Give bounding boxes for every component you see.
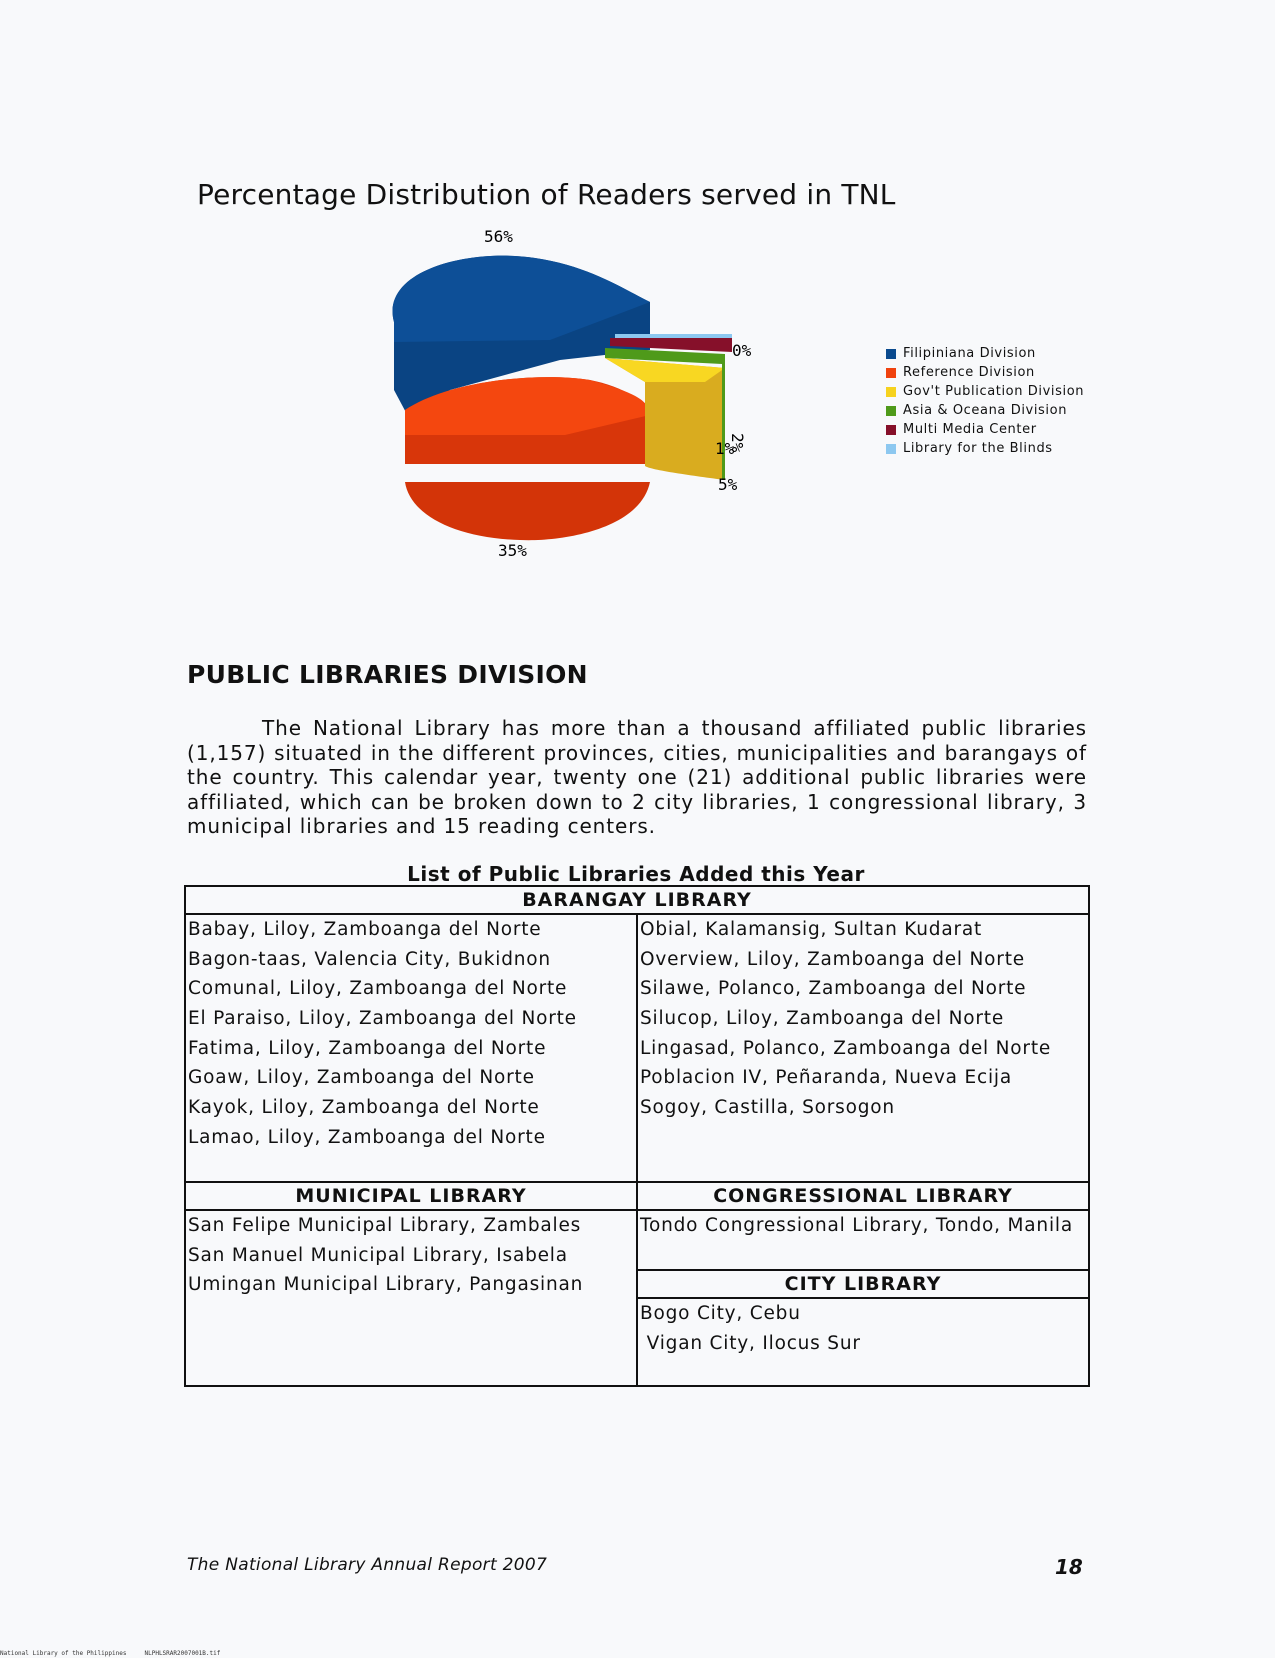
page-number: 18 [1055,1555,1083,1579]
legend-item [886,382,1084,401]
legend-swatch [886,444,896,454]
list-item: Overview, Liloy, Zamboanga del Norte [640,948,1025,970]
list-item: Lingasad, Polanco, Zamboanga del Norte [640,1037,1052,1059]
legend-swatch [886,349,896,359]
barangay-header: BARANGAY LIBRARY [185,886,1089,914]
list-item: Bagon-taas, Valencia City, Bukidnon [188,948,551,970]
body-paragraph: The National Library has more than a thousand affiliated public libraries (1,157) situated in the different provinces, cities, municipalities and barangays of the country. This calendar year, twenty one (21) additional public libraries were affiliated, which can be broken down to 2 city libraries, 1 congressional library, 3 municipal libraries and 15 reading centers. [187,716,1087,838]
pie-label-reference: 35% [498,541,527,560]
legend-label: Library for the Blinds [903,441,1053,456]
legend-item [886,420,1084,439]
list-item: Comunal, Liloy, Zamboanga del Norte [188,978,568,1000]
list-item: Vigan City, Ilocus Sur [640,1332,861,1354]
legend-swatch [886,406,896,416]
pie-label-multimedia: 1% [715,439,735,458]
congressional-header: CONGRESSIONAL LIBRARY [637,1182,1089,1210]
list-item: Babay, Liloy, Zamboanga del Norte [188,919,542,940]
legend-label: Asia & Oceana Division [903,403,1068,418]
pie-label-filipiniana: 56% [484,230,513,246]
pie-label-blinds: 0% [732,341,752,360]
legend-swatch [886,425,896,435]
list-item: Obial, Kalamansig, Sultan Kudarat [640,919,983,940]
legend-item [886,401,1084,420]
list-item: Bogo City, Cebu [640,1303,801,1324]
list-item: Umingan Municipal Library, Pangasinan [188,1274,584,1296]
scan-caption: National Library of the Philippines NLPHLSRAR2007001B.tif [0,1650,221,1657]
legend-item [886,344,1084,363]
barangay-left-cell [185,914,637,1182]
pie-slice-blinds [615,334,732,338]
legend-item [886,363,1084,382]
barangay-right-cell [637,914,1089,1182]
section-title: PUBLIC LIBRARIES DIVISION [187,660,588,689]
list-item: Kayok, Liloy, Zamboanga del Norte [188,1097,540,1119]
list-item: Tondo Congressional Library, Tondo, Manila [640,1215,1073,1236]
list-item: Sogoy, Castilla, Sorsogon [640,1097,895,1119]
pie-label-govt-publication: 5% [718,475,738,494]
list-item: Poblacion IV, Peñaranda, Nueva Ecija [640,1067,1012,1089]
legend-item [886,439,1084,458]
chart-title: Percentage Distribution of Readers served in TNL [197,178,896,211]
list-item: Fatima, Liloy, Zamboanga del Norte [188,1037,547,1059]
list-item: Silucop, Liloy, Zamboanga del Norte [640,1008,1005,1030]
city-header: CITY LIBRARY [637,1270,1089,1298]
legend-label: Multi Media Center [903,422,1037,437]
legend-swatch [886,387,896,397]
city-cell [637,1298,1089,1386]
pie-chart [360,230,780,560]
legend-swatch [886,368,896,378]
legend-label: Gov't Publication Division [903,384,1085,399]
table-caption: List of Public Libraries Added this Year [407,862,865,886]
list-item: Silawe, Polanco, Zamboanga del Norte [640,978,1027,1000]
legend-label: Filipiniana Division [903,346,1036,361]
libraries-table [184,885,1090,1387]
list-item: Goaw, Liloy, Zamboanga del Norte [188,1067,535,1089]
congressional-cell [637,1210,1089,1270]
list-item: San Manuel Municipal Library, Isabela [188,1244,568,1266]
pie-label-asia-oceana: 2% [728,433,747,453]
municipal-header: MUNICIPAL LIBRARY [185,1182,637,1210]
list-item: Lamao, Liloy, Zamboanga del Norte [188,1126,546,1148]
list-item: El Paraiso, Liloy, Zamboanga del Norte [188,1008,577,1030]
footer-title: The National Library Annual Report 2007 [187,1555,548,1575]
list-item: San Felipe Municipal Library, Zambales [188,1215,582,1236]
municipal-cell [185,1210,637,1386]
chart-legend [886,344,1084,458]
pie-slice-reference-bottom [405,482,650,540]
legend-label: Reference Division [903,365,1035,380]
